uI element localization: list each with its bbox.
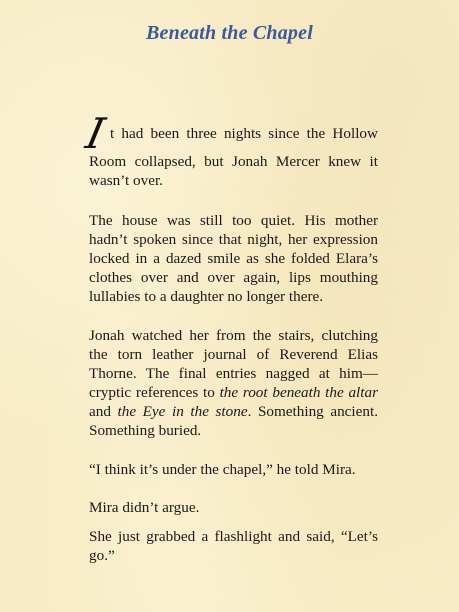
paragraph-5: Mira didn’t argue. bbox=[89, 499, 200, 516]
paragraph-1-rest: Room collapsed, but Jonah Mercer knew it wasn’t over. bbox=[89, 153, 378, 189]
chapter-title: Beneath the Chapel bbox=[146, 22, 313, 44]
paragraph-4: “I think it’s under the chapel,” he told Mira. bbox=[89, 461, 356, 478]
emphasis-root-beneath-altar: the root beneath the altar bbox=[219, 384, 378, 401]
paragraph-3-part-c: . Something ancient. Something buried. bbox=[89, 403, 378, 439]
first-line-text: t had been three nights since the Hollow bbox=[110, 125, 378, 142]
paragraph-3-part-b: and bbox=[89, 403, 118, 420]
first-line bbox=[81, 109, 378, 158]
drop-cap: I bbox=[81, 109, 109, 158]
paragraph-1 bbox=[81, 109, 378, 190]
paragraph-3 bbox=[89, 326, 378, 440]
paragraph-2: The house was still too quiet. His mother hadn’t spoken since that night, her expression locked in a dazed smile as she folded Elara’s clothes over and over again, lips mouthing lullabies to a daughter no longer there. bbox=[89, 212, 378, 305]
paragraph-6: She just grabbed a flashlight and said, “Let’s go.” bbox=[89, 528, 378, 564]
emphasis-eye-in-stone: the Eye in the stone bbox=[117, 403, 248, 420]
paragraph-3-part-a: Jonah watched her from the stairs, clutching the torn leather journal of Reverend Elias Thorne. The final entries nagged at him—cryptic references to bbox=[89, 327, 378, 401]
